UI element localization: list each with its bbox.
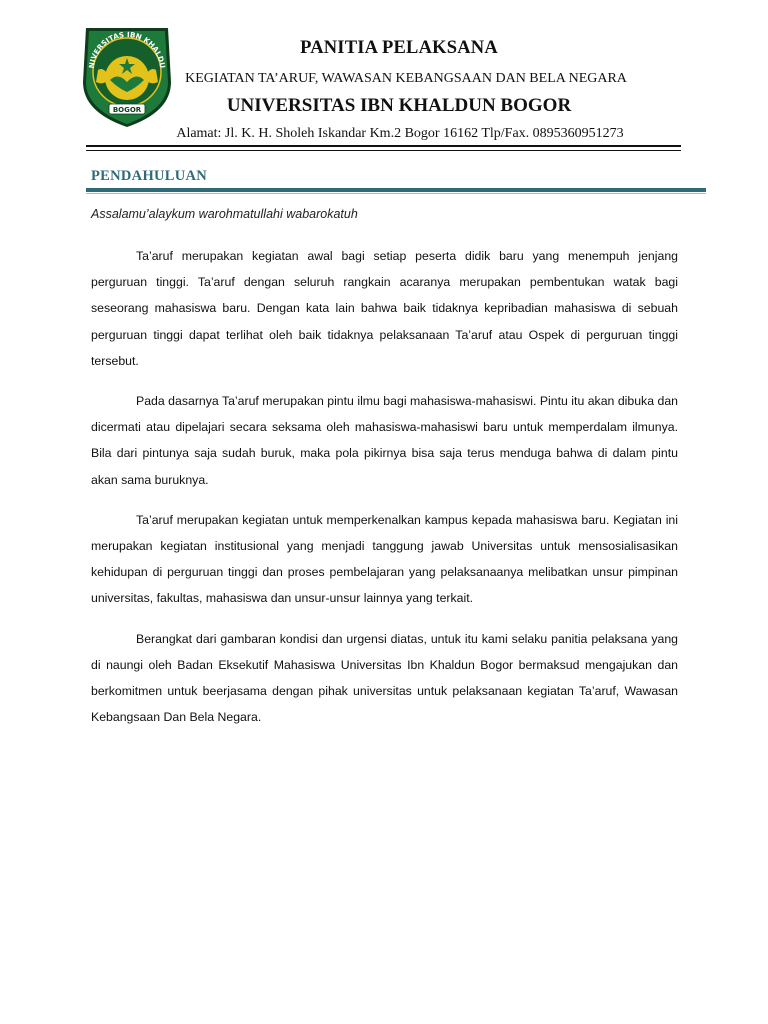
section-divider-shadow bbox=[86, 193, 706, 194]
university-name: UNIVERSITAS IBN KHALDUN BOGOR bbox=[226, 95, 572, 116]
logo-banner-text: BOGOR bbox=[112, 106, 142, 114]
header-divider-thin bbox=[86, 150, 681, 151]
university-logo bbox=[74, 20, 180, 130]
logo-ring-text: NIVERSITAS IBN KHALDU bbox=[86, 29, 168, 69]
address-line: Alamat: Jl. K. H. Sholeh Iskandar Km.2 Bogor 16162 Tlp/Fax. 0895360951273 bbox=[176, 126, 624, 141]
greeting-line: Assalamu’alaykum warohmatullahi wabarokatuh bbox=[91, 207, 358, 221]
event-subtitle: KEGIATAN TA’ARUF, WAWASAN KEBANGSAAN DAN BELA NEGARA bbox=[185, 71, 627, 86]
paragraph: Pada dasarnya Ta’aruf merupakan pintu ilmu bagi mahasiswa-mahasiswi. Pintu itu akan dibuka dan dicermati atau dipelajari secara seksama oleh mahasiswa-mahasiswi baru untuk memperdalam ilmunya. Bila dari pintunya saja sudah buruk, maka pola pikirnya bisa saja terus menduga bahwa di dalam pintu akan sama buruknya. bbox=[91, 394, 678, 487]
section-divider bbox=[86, 188, 706, 192]
committee-title: PANITIA PELAKSANA bbox=[300, 38, 498, 58]
paragraph: Ta’aruf merupakan kegiatan untuk memperkenalkan kampus kepada mahasiswa baru. Kegiatan ini merupakan kegiatan institusional yang menjadi tanggung jawab Universitas untuk mensosialisasikan kehidupan di perguruan tinggi dan proses pembelajaran yang pelaksanaanya melibatkan unsur pimpinan universitas, fakultas, mahasiswa dan unsur-unsur lainnya yang terkait. bbox=[91, 512, 678, 606]
university-seal-icon bbox=[74, 20, 180, 130]
section-title: PENDAHULUAN bbox=[91, 168, 208, 184]
body-content bbox=[91, 243, 678, 744]
header-divider-thick bbox=[86, 145, 681, 147]
paragraph: Ta’aruf merupakan kegiatan awal bagi setiap peserta didik baru yang menempuh jenjang perguruan tinggi. Ta’aruf dengan seluruh rangkain acaranya merupakan pembentukan watak bagi seseorang mahasiswa baru. Dengan kata lain bahwa baik tidaknya kepribadian mahasiswa di sebuah perguruan tinggi dapat terlihat oleh baik tidaknya pelaksanaan Ta’aruf atau Ospek di perguruan tinggi tersebut. bbox=[91, 249, 678, 368]
paragraph: Berangkat dari gambaran kondisi dan urgensi diatas, untuk itu kami selaku panitia pelaksana yang di naungi oleh Badan Eksekutif Mahasiswa Universitas Ibn Khaldun Bogor bermaksud mengajukan dan berkomitmen untuk beerjasama dengan pihak universitas untuk pelaksanaan kegiatan Ta’aruf, Wawasan Kebangsaan Dan Bela Negara. bbox=[91, 631, 678, 725]
